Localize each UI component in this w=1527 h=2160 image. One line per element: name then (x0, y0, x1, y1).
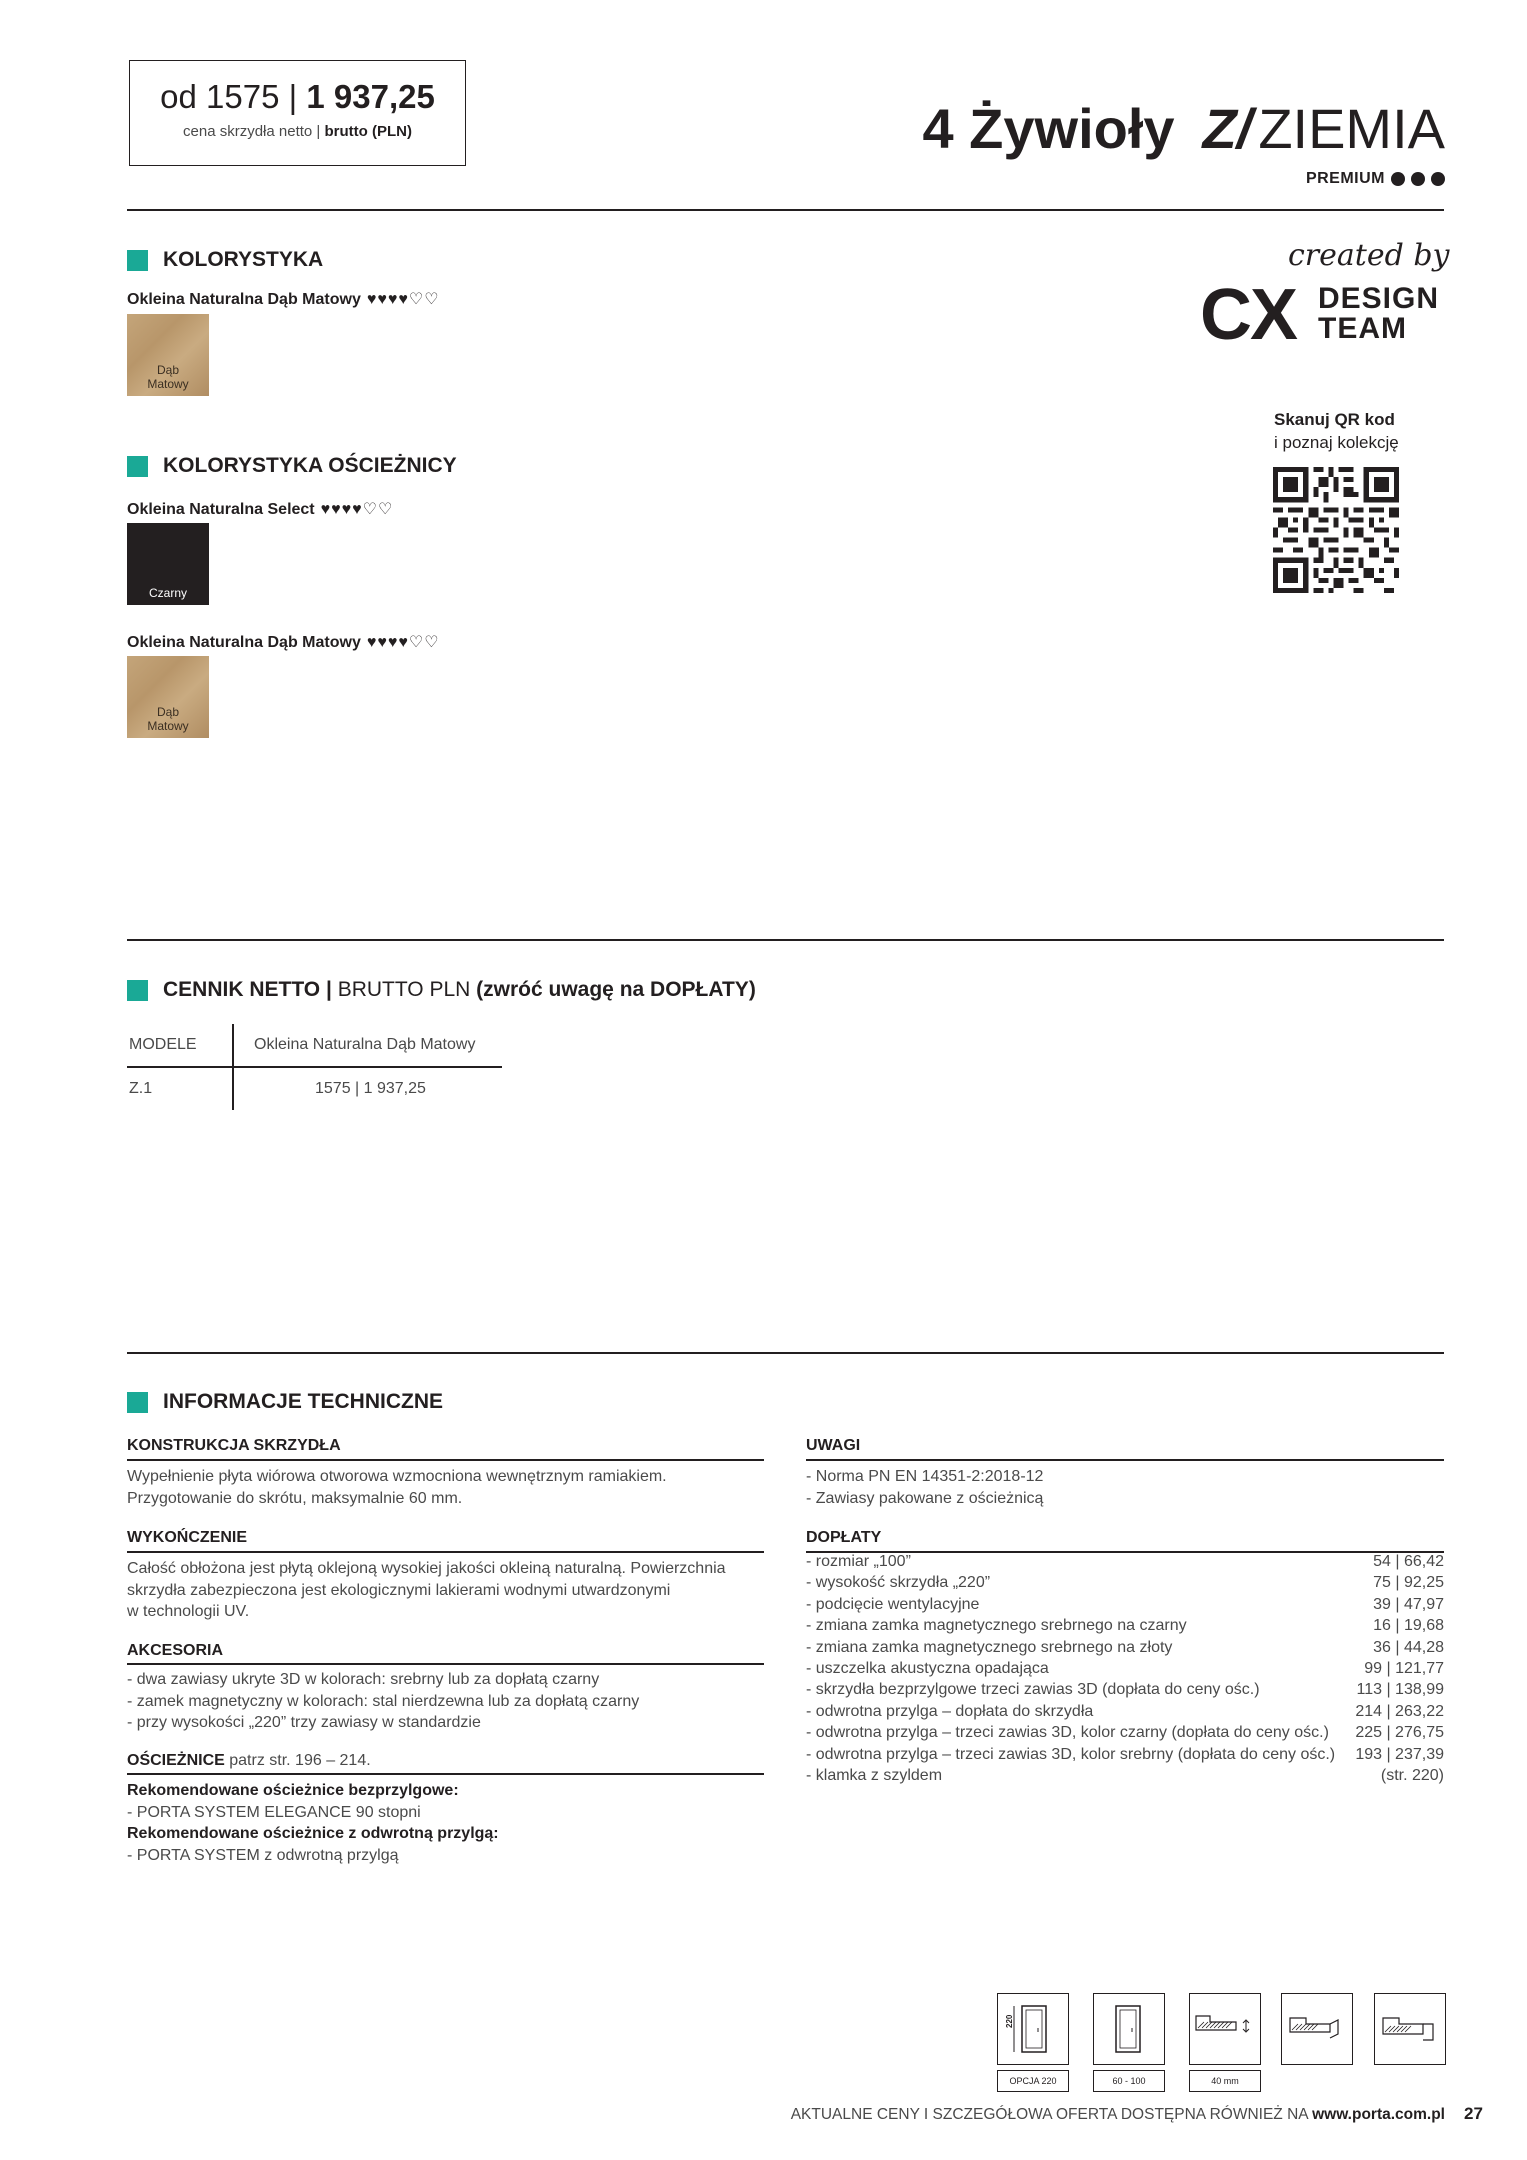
footer (791, 2106, 1445, 2124)
oscieznice-title (127, 1752, 371, 1770)
footer-url-link[interactable]: www.porta.com.pl (1312, 2106, 1445, 2123)
doplata-price: 113 | 138,99 (1356, 1681, 1444, 1699)
section-kolorystyka (127, 248, 323, 272)
price-box (129, 60, 466, 166)
swatch-label: Czarny (148, 586, 187, 600)
doplaty-list (806, 1551, 1444, 1786)
doplata-price: 54 | 66,42 (1373, 1553, 1444, 1570)
doplata-label: - skrzydła bezprzylgowe trzeci zawias 3D (dopłata do ceny ośc.) (806, 1681, 1260, 1699)
qr-code-icon[interactable] (1273, 467, 1399, 593)
divider (127, 1352, 1444, 1354)
finish-label (127, 499, 393, 519)
text-line: Wypełnienie płyta wiórowa otworowa wzmocniona wewnętrznym ramiakiem. (127, 1468, 667, 1485)
list-item (806, 1679, 1444, 1700)
qr-caption (1274, 408, 1399, 454)
text-line: skrzydła zabezpieczona jest ekologicznymi lakierami wodnymi utwardzonymi (127, 1581, 671, 1599)
text-line: w technologii UV. (127, 1603, 250, 1620)
price-separator: | (288, 78, 298, 115)
premium-dot-icon (1411, 172, 1425, 186)
rek2-value: - PORTA SYSTEM z odwrotną przylgą (127, 1846, 399, 1864)
door-220-icon (997, 1993, 1069, 2065)
doplata-label: - rozmiar „100” (806, 1553, 911, 1570)
divider (127, 209, 1444, 211)
icon-caption: OPCJA 220 (997, 2070, 1069, 2092)
cx-logo: CX (1200, 275, 1297, 355)
list-item (806, 1551, 1444, 1572)
title-code: Z/ (1202, 97, 1253, 160)
table-header-model: MODELE (129, 1036, 197, 1053)
doplata-label: - odwrotna przylga – trzeci zawias 3D, kolor srebrny (dopłata do ceny ośc.) (806, 1745, 1336, 1763)
konstrukcja-title: KONSTRUKCJA SKRZYDŁA (127, 1437, 341, 1454)
text-line: - dwa zawiasy ukryte 3D w kolorach: srebrny lub za dopłatą czarny (127, 1671, 600, 1688)
thickness-icon (1189, 1993, 1261, 2065)
title-variant: ZIEMIA (1258, 97, 1445, 160)
section-title: INFORMACJE TECHNICZNE (163, 1390, 444, 1413)
text-line: Przygotowanie do skrótu, maksymalnie 60 mm. (127, 1489, 463, 1507)
doplata-label: - uszczelka akustyczna opadająca (806, 1660, 1049, 1678)
text-line: - przy wysokości „220” trzy zawiasy w standardzie (127, 1714, 481, 1731)
section-kolorystyka-oscieznicy (127, 454, 457, 478)
doplata-label: - zmiana zamka magnetycznego srebrnego na złoty (806, 1638, 1173, 1656)
finish-label (127, 289, 440, 309)
text-line: - zamek magnetyczny w kolorach: stal nierdzewna lub za dopłatą czarny (127, 1692, 640, 1710)
doplata-label: - odwrotna przylga – trzeci zawias 3D, kolor czarny (dopłata do ceny ośc.) (806, 1724, 1329, 1742)
price-caption-net: cena skrzydła netto | (183, 123, 321, 140)
section-square-icon (127, 456, 148, 477)
konstrukcja-text (127, 1466, 667, 1509)
page-title (922, 98, 1445, 160)
list-item (806, 1594, 1444, 1615)
rek1-value: - PORTA SYSTEM ELEGANCE 90 stopni (127, 1803, 421, 1821)
finish-label (127, 632, 440, 652)
cennik-title-bold: CENNIK NETTO | (163, 978, 332, 1001)
text-line: - Zawiasy pakowane z ościeżnicą (806, 1489, 1044, 1507)
doplata-label: - klamka z szyldem (806, 1767, 943, 1785)
doplata-label: - wysokość skrzydła „220” (806, 1574, 991, 1592)
qr-line2: i poznaj kolekcję (1274, 433, 1399, 452)
finish-name: Okleina Naturalna Select (127, 501, 315, 518)
price-net: od 1575 (160, 78, 280, 115)
table-row-model: Z.1 (129, 1080, 153, 1097)
footer-text: AKTUALNE CENY I SZCZEGÓŁOWA OFERTA DOSTĘPNA RÓWNIEŻ NA (790, 2106, 1308, 2123)
cennik-title-bold2: (zwróć uwagę na DOPŁATY) (476, 978, 756, 1001)
list-item (806, 1658, 1444, 1679)
akcesoria-text (127, 1669, 639, 1734)
rating-hearts-icon: ♥♥♥♥♡♡ (320, 501, 394, 518)
rek2-title: Rekomendowane ościeżnice z odwrotną przylgą: (127, 1825, 499, 1842)
doplata-label: - odwrotna przylga – dopłata do skrzydła (806, 1702, 1094, 1720)
wykonczenie-text (127, 1558, 726, 1623)
list-item (806, 1572, 1444, 1593)
rek1-title: Rekomendowane ościeżnice bezprzylgowe: (127, 1782, 459, 1799)
section-title: KOLORYSTYKA (163, 248, 324, 271)
swatch-label: Dąb Matowy (147, 705, 189, 733)
created-by-text: created by (1288, 238, 1450, 273)
finish-name: Okleina Naturalna Dąb Matowy (127, 291, 361, 308)
premium-label: PREMIUM (1305, 170, 1385, 187)
premium-dot-icon (1391, 172, 1405, 186)
premium-dot-icon (1431, 172, 1445, 186)
frame-reverse-icon (1374, 1993, 1446, 2065)
text-line: - Norma PN EN 14351-2:2018-12 (806, 1468, 1044, 1485)
swatch-czarny (127, 523, 209, 605)
swatch-label: Dąb Matowy (147, 363, 189, 391)
premium-badge (1306, 170, 1445, 188)
section-tech (127, 1390, 443, 1414)
door-width-icon (1093, 1993, 1165, 2065)
list-item (806, 1722, 1444, 1743)
title-main: 4 Żywioły (922, 97, 1175, 160)
list-item (806, 1744, 1444, 1765)
section-underline (127, 1459, 764, 1461)
swatch-dab-matowy (127, 314, 209, 396)
uwagi-title: UWAGI (806, 1437, 861, 1454)
section-underline (806, 1459, 1444, 1461)
price-gross: 1 937,25 (306, 78, 435, 115)
wykonczenie-title: WYKOŃCZENIE (127, 1529, 247, 1546)
dim-220-label: 220 (1005, 2014, 1014, 2028)
icon-caption: 40 mm (1189, 2070, 1261, 2092)
doplata-price: 214 | 263,22 (1355, 1702, 1444, 1720)
doplata-label: - zmiana zamka magnetycznego srebrnego na czarny (806, 1617, 1187, 1635)
doplata-price: 193 | 237,39 (1355, 1745, 1444, 1763)
list-item (806, 1637, 1444, 1658)
list-item (806, 1765, 1444, 1786)
doplata-price: 16 | 19,68 (1373, 1617, 1444, 1635)
section-underline (127, 1551, 764, 1553)
table-row-price: 1575 | 1 937,25 (315, 1080, 426, 1097)
doplata-price: 225 | 276,75 (1355, 1724, 1444, 1742)
rating-hearts-icon: ♥♥♥♥♡♡ (366, 291, 440, 308)
section-title: KOLORYSTYKA OŚCIEŻNICY (163, 454, 457, 477)
uwagi-text (806, 1466, 1043, 1509)
doplata-label: - podcięcie wentylacyjne (806, 1595, 980, 1613)
list-item (806, 1701, 1444, 1722)
section-underline (127, 1663, 764, 1665)
rekomendowane-text (127, 1780, 499, 1866)
table-header-finish: Okleina Naturalna Dąb Matowy (254, 1036, 476, 1053)
design-team-logo (1318, 284, 1439, 344)
section-square-icon (127, 980, 148, 1001)
list-item (806, 1615, 1444, 1636)
cennik-title-normal: BRUTTO PLN (337, 978, 471, 1001)
doplata-price: 99 | 121,77 (1364, 1660, 1444, 1678)
doplata-price: 39 | 47,97 (1373, 1595, 1444, 1613)
text-line: Całość obłożona jest płytą oklejoną wysokiej jakości okleiną naturalną. Powierzchnia (127, 1560, 726, 1577)
table-horizontal-line (127, 1066, 502, 1068)
price-main (130, 79, 465, 115)
qr-line1: Skanuj QR kod (1274, 410, 1395, 429)
section-square-icon (127, 1392, 148, 1413)
section-underline (127, 1773, 764, 1775)
price-caption (130, 123, 465, 140)
doplata-price: 75 | 92,25 (1373, 1574, 1444, 1592)
logo-design: DESIGN (1318, 282, 1440, 315)
frame-flush-icon (1281, 1993, 1353, 2065)
oscieznice-ref: patrz str. 196 – 214. (229, 1752, 371, 1769)
doplata-price: 36 | 44,28 (1373, 1638, 1444, 1656)
rating-hearts-icon: ♥♥♥♥♡♡ (366, 634, 440, 651)
logo-team: TEAM (1318, 312, 1407, 345)
price-caption-gross: brutto (PLN) (324, 123, 412, 140)
doplaty-title: DOPŁATY (806, 1529, 882, 1546)
icon-caption: 60 - 100 (1093, 2070, 1165, 2092)
doplata-price: (str. 220) (1380, 1767, 1444, 1785)
page-number: 27 (1464, 2104, 1483, 2123)
finish-name: Okleina Naturalna Dąb Matowy (127, 634, 361, 651)
section-square-icon (127, 250, 148, 271)
oscieznice-label: OŚCIEŻNICE (127, 1752, 225, 1769)
divider (127, 939, 1444, 941)
swatch-dab-matowy (127, 656, 209, 738)
akcesoria-title: AKCESORIA (127, 1642, 224, 1659)
section-cennik (127, 978, 756, 1002)
